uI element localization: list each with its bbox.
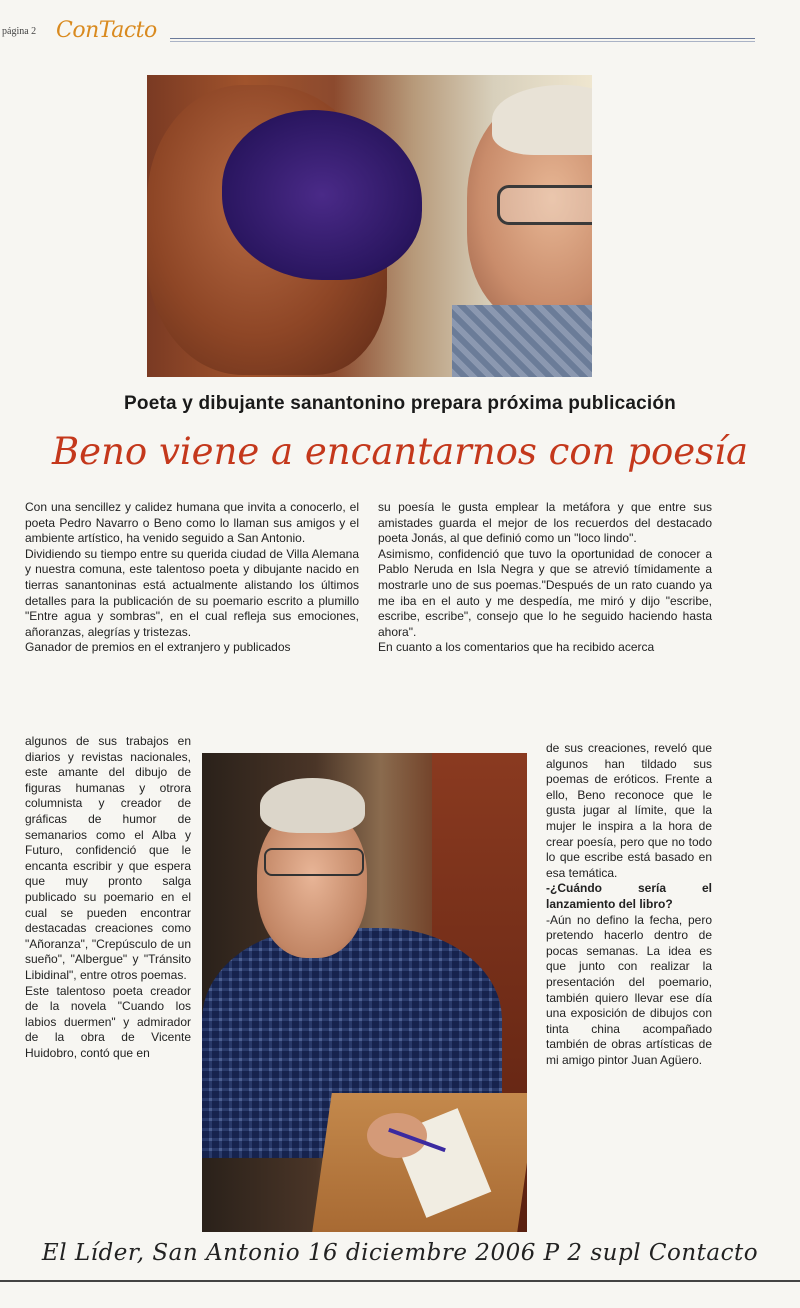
interview-question: -¿Cuándo sería el lanzamiento del libro? <box>546 881 712 911</box>
column-left-wide <box>25 500 359 656</box>
photo-top-portrait <box>147 75 592 377</box>
scan-bottom-line <box>0 1280 800 1282</box>
paragraph: Asimismo, confidenció que tuvo la oportunidad de conocer a Pablo Neruda en Isla Negra y que se atrevió tímidamente a mostrarle uno de sus poemas."Después de un rato cuando ya me iba en el auto y me despedía, me miró y dijo "escribe, escribe, escribe", consejo que lo he seguido haciendo hasta ahora". <box>378 546 712 639</box>
paragraph: En cuanto a los comentarios que ha recibido acerca <box>378 640 655 655</box>
paragraph: algunos de sus trabajos en diarios y revistas nacionales, este amante del dibujo de figuras humanas y otrora columnista y creador de gráficas de humor de semanarios como el Alba y Futuro, confidenció que le encanta escribir y que espera que muy pronto salga publicado su poemario en el cual se pueden encontrar destacadas creaciones como "Añoranza", "Crepúsculo de un sueño", "Albergue" y "Tránsito Libidinal", entre otros poemas. <box>25 734 191 982</box>
photo-puppet <box>222 110 422 280</box>
page-number-label: página 2 <box>2 26 37 37</box>
article-headline: Beno viene a encantarnos con poesía <box>51 430 749 473</box>
paragraph: de sus creaciones, reveló que algunos han tildado sus poemas de eróticos. Frente a ello, Beno reconoce que le gusta jugar al límite, que la mujer le inspira a la hora de crear poesía, pero que no todo lo que escribe está basado en esa temática. <box>546 741 712 880</box>
photo-shirt <box>452 305 592 377</box>
paragraph: Este talentoso poeta creador de la novela "Cuando los labios duermen" y admirador de la obra de Vicente Huidobro, contó que en <box>25 983 191 1060</box>
column-left-narrow <box>25 734 191 1061</box>
column-right-wide <box>378 500 712 656</box>
photo-bottom-portrait <box>202 753 527 1232</box>
paragraph: Dividiendo su tiempo entre su querida ciudad de Villa Alemana y nuestra comuna, este talentoso poeta y dibujante nacido en tierras sanantoninas está actualmente alistando los últimos detalles para la publicación de su poemario escrito a plumillo "Entre agua y sombras", en el cual refleja sus emociones, añoranzas, alegrías y tristezas. <box>25 546 359 639</box>
header-rule <box>170 38 755 39</box>
header-rule-secondary <box>170 41 755 42</box>
column-right-narrow <box>546 741 712 1068</box>
section-logo: ConTacto <box>56 18 157 43</box>
handwritten-source-note: El Líder, San Antonio 16 diciembre 2006 P 2 supl Contacto <box>41 1240 759 1266</box>
paragraph: su poesía le gusta emplear la metáfora y que entre sus amistades guarda el mejor de los recuerdos del destacado poeta Jonás, al que definió como un "loco lindo". <box>378 500 712 546</box>
paragraph: Con una sencillez y calidez humana que invita a conocerlo, el poeta Pedro Navarro o Beno como lo llaman sus amigos y el ambiente artístico, ha venido seguido a San Antonio. <box>25 500 359 546</box>
paragraph: -Aún no defino la fecha, pero pretendo hacerlo dentro de pocas semanas. La idea es que junto con realizar la presentación del poemario, también quiero llevar ese día una exposición de dibujos con tinta china acompañado también de obras artísticas de mi amigo pintor Juan Agüero. <box>546 912 712 1067</box>
photo-hair <box>492 85 592 155</box>
photo-writing-hand <box>367 1113 427 1158</box>
article-kicker: Poeta y dibujante sanantonino prepara próxima publicación <box>124 393 676 414</box>
page-header <box>0 18 800 48</box>
photo-hair <box>260 778 365 833</box>
paragraph: Ganador de premios en el extranjero y publicados <box>25 640 291 655</box>
photo-glasses <box>497 185 592 225</box>
photo-glasses <box>264 848 364 876</box>
